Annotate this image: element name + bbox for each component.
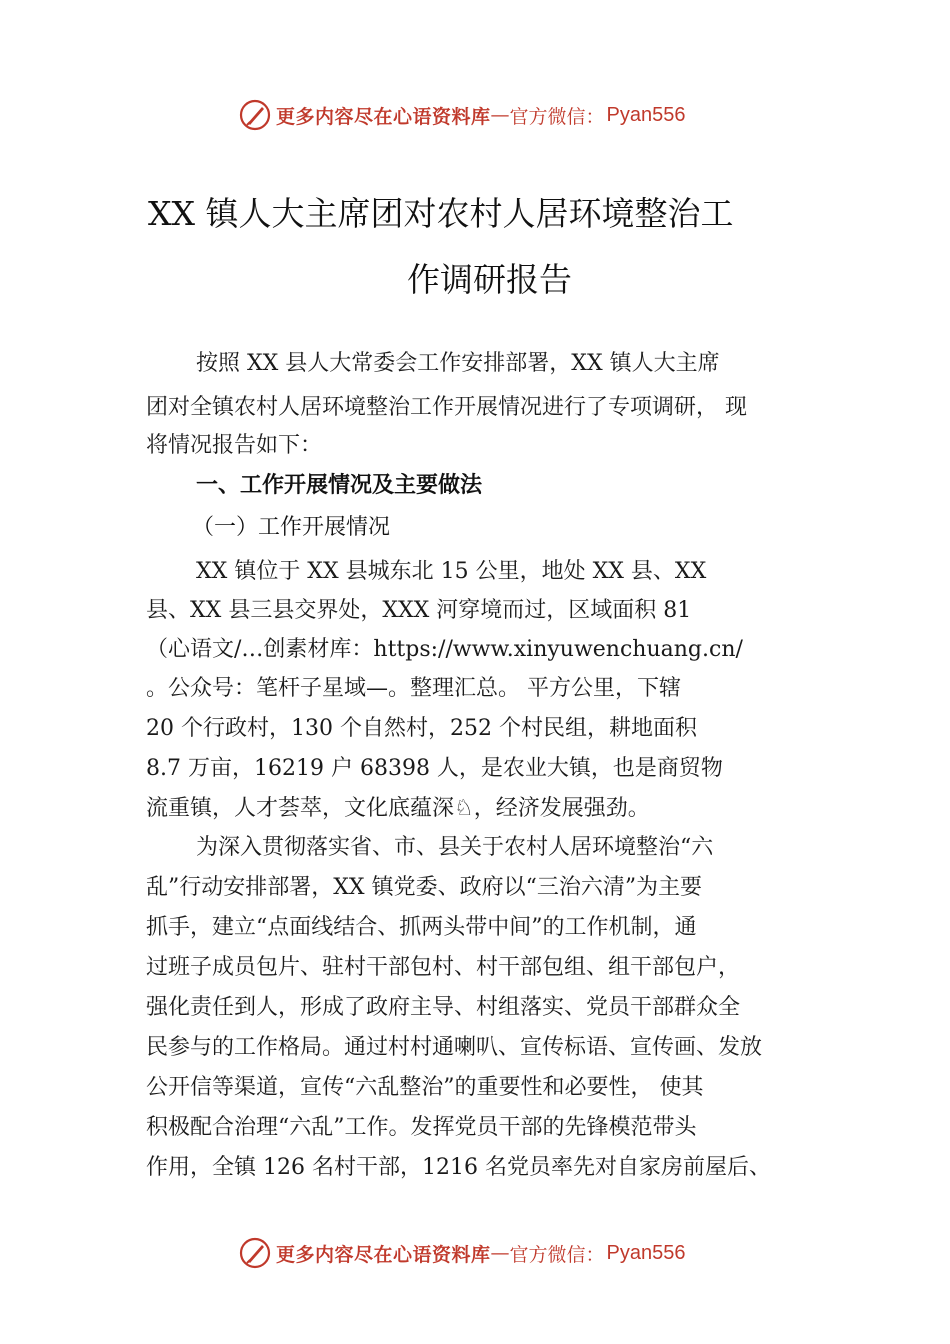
header-banner: [0, 95, 950, 135]
paragraph-line: 。公众号：笔杆子星域—。整理汇总。 平方公里，下辖: [146, 676, 681, 701]
paragraph-line: 按照 XX 县人大常委会工作安排部署，XX 镇人大主席: [196, 351, 720, 376]
paragraph-line: 强化责任到人，形成了政府主导、村组落实、党员干部群众全: [146, 995, 741, 1020]
paragraph-line: 8.7 万亩，16219 户 68398 人，是农业大镇，也是商贸物: [146, 756, 723, 781]
banner-wechat-id: Pyan556: [606, 103, 686, 126]
paragraph-line: 为深入贯彻落实省、市、县关于农村人居环境整治“六: [196, 835, 714, 860]
paragraph-line: 县、XX 县三县交界处，XXX 河穿境而过，区域面积 81: [146, 598, 692, 623]
banner-dash: —: [490, 1242, 510, 1264]
paragraph-line: 20 个行政村，130 个自然村，252 个村民组，耕地面积: [146, 716, 697, 741]
paragraph-line: 乱”行动安排部署，XX 镇党委、政府以“三治六清”为主要: [146, 875, 703, 900]
paragraph-line: 流重镇，人才荟萃，文化底蕴深♘，经济发展强劲。: [146, 796, 650, 821]
paragraph-line: XX 镇位于 XX 县城东北 15 公里，地处 XX 县、XX: [196, 559, 707, 584]
banner-dash: —: [490, 104, 510, 126]
paragraph-line: 团对全镇农村人居环境整治工作开展情况进行了专项调研， 现: [146, 395, 747, 420]
paragraph-line: （心语文/…创素材库：https://www.xinyuwenchuang.cn/: [146, 637, 743, 662]
footer-banner: [0, 1233, 950, 1273]
quill-logo-icon: [238, 1236, 272, 1270]
banner-wechat-label: 官方微信：: [509, 1243, 605, 1266]
paragraph-line: 将情况报告如下：: [146, 433, 323, 458]
paragraph-line: 作用，全镇 126 名村干部，1216 名党员率先对自家房前屋后、: [146, 1155, 771, 1180]
document-title-line-1: XX 镇人大主席团对农村人居环境整治工: [148, 194, 734, 233]
paragraph-line: 过班子成员包片、驻村干部包村、村干部包组、组干部包户，: [146, 955, 741, 980]
banner-wechat-id: Pyan556: [606, 1241, 686, 1264]
paragraph-line: 民参与的工作格局。通过村村通喇叭、宣传标语、宣传画、发放: [146, 1035, 763, 1060]
banner-title: 更多内容尽在心语资料库: [276, 1243, 491, 1266]
section-heading: 一、工作开展情况及主要做法: [196, 473, 483, 498]
document-title-line-2: 作调研报告: [407, 260, 572, 299]
banner-wechat-label: 官方微信：: [509, 105, 605, 128]
paragraph-line: 抓手，建立“点面线结合、抓两头带中间”的工作机制，通: [146, 915, 697, 940]
paragraph-line: 公开信等渠道，宣传“六乱整治”的重要性和必要性， 使其: [146, 1075, 704, 1100]
banner-title: 更多内容尽在心语资料库: [276, 105, 491, 128]
subsection-heading: （一）工作开展情况: [192, 515, 391, 540]
quill-logo-icon: [238, 98, 272, 132]
paragraph-line: 积极配合治理“六乱”工作。发挥党员干部的先锋模范带头: [146, 1115, 697, 1140]
